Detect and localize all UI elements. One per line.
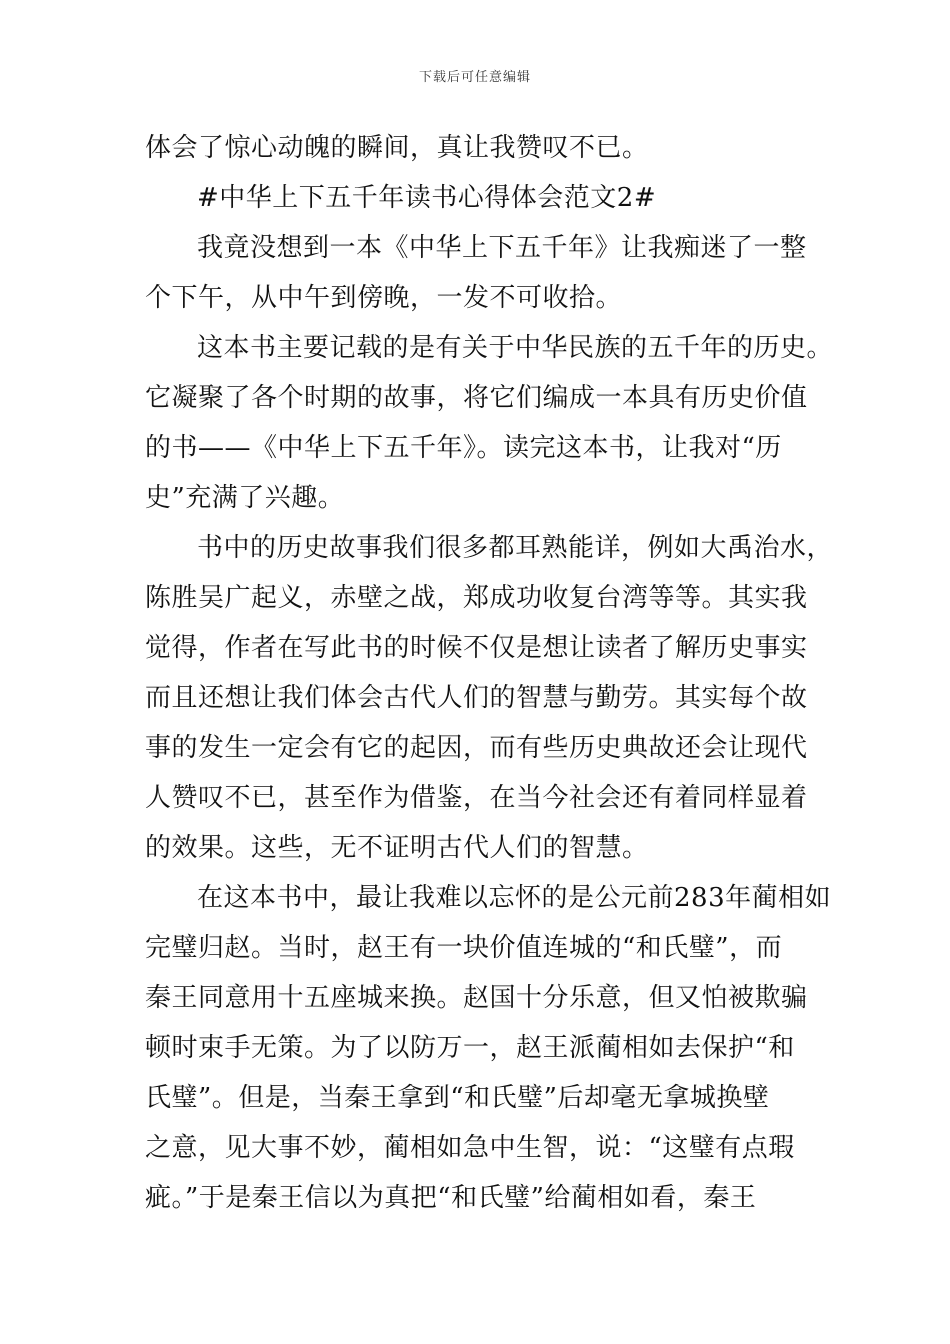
text-line: 个下午，从中午到傍晚，一发不可收拾。 [145, 283, 623, 313]
section-heading: #中华上下五千年读书心得体会范文2# [197, 183, 657, 213]
text-line: 书中的历史故事我们很多都耳熟能详，例如大禹治水， [197, 533, 834, 563]
text-line: 的书——《中华上下五千年》。读完这本书，让我对“历 [145, 433, 782, 463]
text-line: 的效果。这些，无不证明古代人们的智慧。 [145, 833, 649, 863]
text-line: 之意，见大事不妙，蔺相如急中生智，说：“这璧有点瑕 [145, 1133, 795, 1163]
text-line: 顿时束手无策。为了以防万一，赵王派蔺相如去保护“和 [145, 1033, 795, 1063]
text-line: 我竟没想到一本《中华上下五千年》让我痴迷了一整 [197, 233, 807, 263]
text-line: 陈胜吴广起义，赤壁之战，郑成功收复台湾等等。其实我 [145, 583, 808, 613]
text-line: 完璧归赵。当时，赵王有一块价值连城的“和氏璧”，而 [145, 933, 783, 963]
text-line: 觉得，作者在写此书的时候不仅是想让读者了解历史事实 [145, 633, 808, 663]
text-line: 它凝聚了各个时期的故事，将它们编成一本具有历史价值 [145, 383, 808, 413]
text-line: 在这本书中，最让我难以忘怀的是公元前283年蔺相如 [197, 883, 832, 913]
text-line: 秦王同意用十五座城来换。赵国十分乐意，但又怕被欺骗 [145, 983, 808, 1013]
page-header: 下载后可任意编辑 [418, 70, 531, 85]
text-line: 事的发生一定会有它的起因，而有些历史典故还会让现代 [145, 733, 808, 763]
text-line: 人赞叹不已，甚至作为借鉴，在当今社会还有着同样显着 [145, 783, 808, 813]
text-line: 史”充满了兴趣。 [145, 483, 345, 513]
document-body [145, 130, 834, 1230]
text-line: 氏璧”。但是，当秦王拿到“和氏璧”后却毫无拿城换壁 [145, 1083, 770, 1113]
text-line: 而且还想让我们体会古代人们的智慧与勤劳。其实每个故 [145, 683, 808, 713]
text-line: 这本书主要记载的是有关于中华民族的五千年的历史。 [197, 333, 834, 363]
text-line: 体会了惊心动魄的瞬间，真让我赞叹不已。 [145, 133, 649, 163]
text-line: 疵。”于是秦王信以为真把“和氏璧”给蔺相如看，秦王 [145, 1183, 757, 1213]
